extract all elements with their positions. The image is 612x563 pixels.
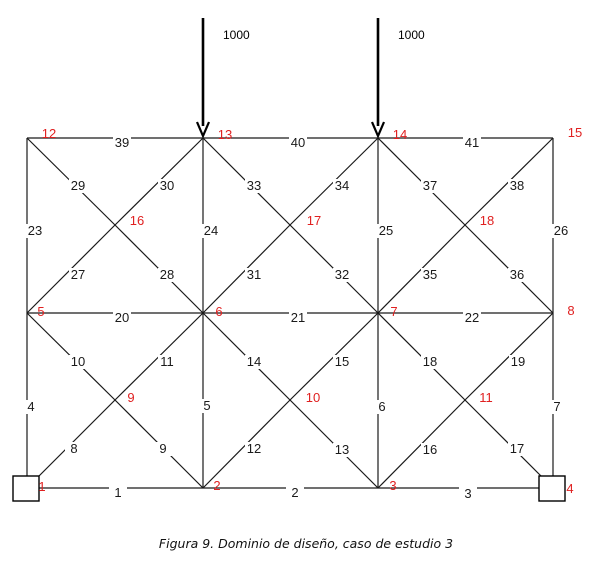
node-label-16: 16	[129, 213, 145, 228]
node-label-15: 15	[567, 125, 583, 140]
member-label-10: 10	[70, 354, 86, 369]
node-label-11: 11	[479, 390, 493, 405]
member-label-29: 29	[70, 178, 86, 193]
member-label-14: 14	[246, 354, 262, 369]
node-label-5: 5	[37, 304, 45, 319]
node-label-3: 3	[389, 478, 397, 493]
member-label-7: 7	[553, 399, 561, 414]
member-label-26: 26	[553, 223, 569, 238]
member-label-33: 33	[246, 178, 262, 193]
load-value-label: 1000	[223, 28, 250, 42]
node-label-17: 17	[306, 213, 322, 228]
loads-layer	[197, 18, 425, 136]
member-label-2: 2	[291, 485, 299, 500]
member-label-31: 31	[246, 267, 262, 282]
member-label-30: 30	[159, 178, 175, 193]
member-label-38: 38	[509, 178, 525, 193]
member-label-32: 32	[334, 267, 350, 282]
member-label-15: 15	[334, 354, 350, 369]
node-label-12: 12	[41, 126, 57, 141]
figure-caption: Figura 9. Dominio de diseño, caso de estudio 3	[158, 536, 454, 551]
member-label-22: 22	[464, 310, 480, 325]
member-label-12: 12	[246, 441, 262, 456]
member-label-35: 35	[422, 267, 438, 282]
member-label-25: 25	[378, 223, 394, 238]
node-label-7: 7	[390, 304, 398, 319]
member-label-13: 13	[334, 442, 350, 457]
node-label-10: 10	[305, 390, 321, 405]
member-label-19: 19	[510, 354, 526, 369]
member-label-24: 24	[203, 223, 219, 238]
member-label-1: 1	[114, 485, 122, 500]
member-label-6: 6	[378, 399, 386, 414]
node-label-2: 2	[213, 478, 221, 493]
member-label-34: 34	[334, 178, 350, 193]
member-label-16: 16	[422, 442, 438, 457]
member-label-3: 3	[464, 486, 472, 501]
node-label-6: 6	[215, 304, 223, 319]
member-label-11: 11	[160, 354, 174, 369]
node-label-1: 1	[38, 479, 46, 494]
node-label-8: 8	[567, 303, 575, 318]
member-label-21: 21	[290, 310, 306, 325]
member-label-8: 8	[70, 441, 78, 456]
member-label-28: 28	[159, 267, 175, 282]
member-label-36: 36	[509, 267, 525, 282]
node-label-18: 18	[479, 213, 495, 228]
member-label-40: 40	[290, 135, 306, 150]
member-labels-layer	[22, 135, 570, 501]
node-label-4: 4	[566, 481, 574, 496]
node-label-14: 14	[392, 127, 408, 142]
member-label-27: 27	[70, 267, 86, 282]
member-label-20: 20	[114, 310, 130, 325]
support-node-1	[13, 476, 39, 501]
member-label-9: 9	[159, 441, 167, 456]
node-label-9: 9	[127, 390, 135, 405]
member-label-23: 23	[27, 223, 43, 238]
member-label-4: 4	[27, 399, 35, 414]
load-value-label: 1000	[398, 28, 425, 42]
member-label-37: 37	[422, 178, 438, 193]
member-label-18: 18	[422, 354, 438, 369]
support-node-4	[539, 476, 565, 501]
member-label-39: 39	[114, 135, 130, 150]
node-label-13: 13	[217, 127, 233, 142]
member-label-17: 17	[509, 441, 525, 456]
member-label-5: 5	[203, 398, 211, 413]
member-label-41: 41	[464, 135, 480, 150]
